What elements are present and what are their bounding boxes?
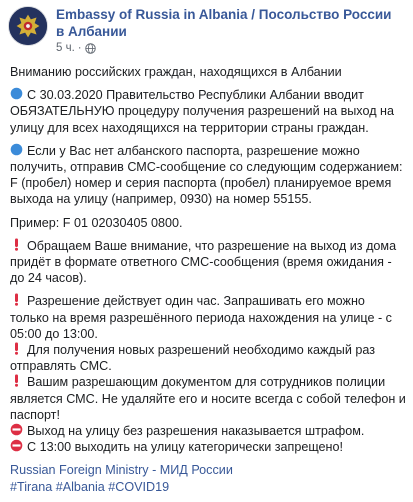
rule-item — [10, 374, 406, 423]
post-rules-list — [10, 293, 406, 455]
meta-separator: · — [77, 42, 82, 54]
hashtag-link[interactable]: #COVID19 — [108, 479, 170, 494]
paragraph-text: Если у Вас нет албанского паспорта, разрешение можно получить, отправив СМС-сообщение со следующим содержанием: F (пробел) номер и серия паспорта (пробел) планируемое время выхода на улицу (например, 0930) на номер 55155. — [10, 143, 403, 207]
rule-item — [10, 342, 406, 374]
source-link[interactable]: Russian Foreign Ministry - МИД России — [10, 463, 233, 478]
red-exclamation-icon — [10, 293, 23, 306]
rule-item — [10, 423, 406, 439]
no-entry-icon — [10, 423, 23, 436]
rule-item — [10, 439, 406, 455]
red-exclamation-icon — [10, 374, 23, 387]
rule-text: Разрешение действует один час. Запрашивать его можно только на время разрешённого периода нахождения на улице - с 05:00 до 13:00. — [10, 294, 392, 341]
post-paragraph — [10, 238, 406, 287]
page-name-link[interactable]: Embassy of Russia in Albania / Посольство России в Албании — [56, 7, 392, 39]
hashtags — [10, 479, 406, 495]
rule-text: С 13:00 выходить на улицу категорически запрещено! — [27, 440, 344, 455]
paragraph-text: С 30.03.2020 Правительство Республики Албании вводит ОБЯЗАТЕЛЬНУЮ процедуру получения разрешений на выход на улицу для всех находящихся на территории страны граждан. — [10, 88, 394, 135]
post-body — [10, 64, 406, 502]
post-paragraph — [10, 215, 406, 231]
author-block — [56, 6, 401, 54]
post-paragraph — [10, 143, 406, 208]
post-paragraphs — [10, 64, 406, 286]
avatar[interactable] — [8, 6, 48, 46]
rule-text: Вашим разрешающим документом для сотрудников полиции является СМС. Не удаляйте его и носите всегда с собой телефон и паспорт! — [10, 375, 406, 422]
post-paragraph — [10, 64, 406, 80]
red-exclamation-icon — [10, 238, 23, 251]
post-header — [8, 6, 401, 54]
paragraph-text: Пример: F 01 02030405 0800. — [10, 215, 183, 230]
paragraph-text: Обращаем Ваше внимание, что разрешение на выход из дома придёт в формате ответного СМС-сообщения (время ожидания - до 24 часов). — [10, 238, 397, 286]
no-entry-icon — [10, 439, 23, 452]
blue-circle-icon — [10, 143, 23, 156]
rule-text: Выход на улицу без разрешения наказывается штрафом. — [27, 424, 365, 439]
hashtag-link[interactable]: #Tirana — [10, 479, 53, 494]
paragraph-text: Вниманию российских граждан, находящихся в Албании — [10, 65, 342, 79]
red-exclamation-icon — [10, 342, 23, 355]
globe-icon[interactable] — [85, 43, 96, 54]
blue-circle-icon — [10, 87, 23, 100]
post-paragraph — [10, 87, 406, 136]
hashtag-link[interactable]: #Albania — [55, 479, 105, 494]
post-timestamp[interactable]: 5 ч. — [56, 42, 75, 54]
post-meta — [56, 42, 401, 54]
rule-item — [10, 293, 406, 342]
russian-coat-of-arms-icon — [9, 6, 47, 46]
rule-text: Для получения новых разрешений необходимо каждый раз отправлять СМС. — [10, 343, 376, 374]
